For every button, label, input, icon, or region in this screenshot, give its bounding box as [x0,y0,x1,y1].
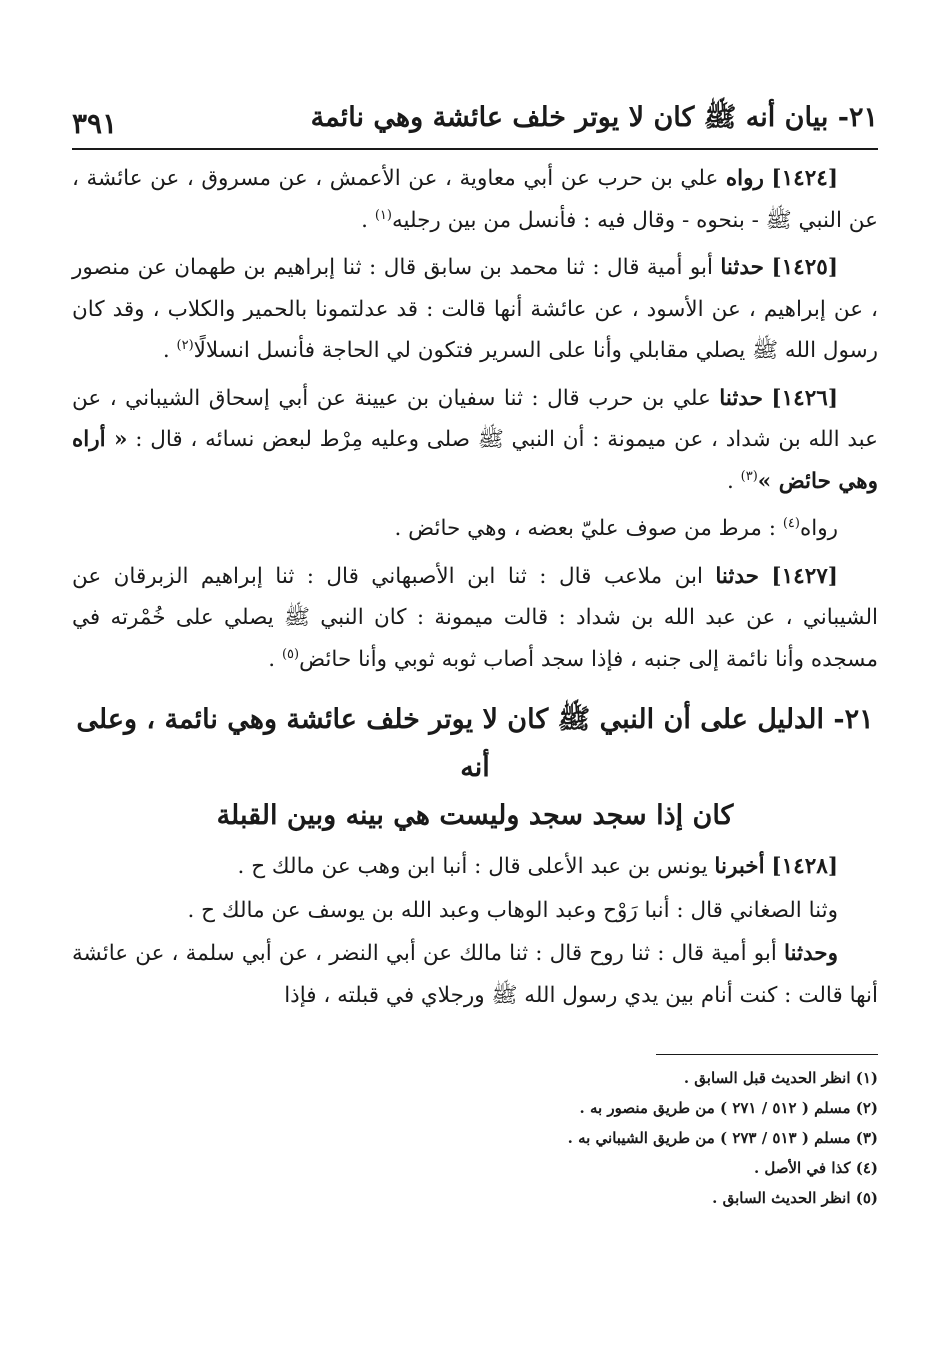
note-text: : مرط من صوف عليّ بعضه ، وهي حائض . [394,516,783,541]
footnote-2: (٢) مسلم ( ٥١٢ / ٢٧١ ) من طريق منصور به . [579,1099,878,1117]
footnote-5: (٥) انظر الحديث السابق . [712,1189,878,1207]
hadith-lead: حدثنا [720,255,764,280]
footnote-3: (٣) مسلم ( ٥١٣ / ٢٧٣ ) من طريق الشيباني به . [567,1129,878,1147]
hadith-number: [١٤٢٤] [771,166,838,191]
page-header [72,78,878,140]
hadith-end: . [361,207,375,233]
chapter-heading-line-2: كان إذا سجد سجد وليست هي بينه وبين القبلة [216,800,734,831]
hadith-number: [١٤٢٦] [771,385,838,411]
hadith-lead: رواه [725,166,764,191]
hadith-text: يونس بن عبد الأعلى قال : أنبا ابن وهب عن مالك ح . [237,854,708,879]
footnote-ref[interactable]: (٤) [782,515,800,531]
hadith-1424 [72,158,878,241]
running-title: ٢١- بيان أنه ﷺ كان لا يوتر خلف عائشة وهي نائمة [310,102,878,133]
header-rule [72,148,878,150]
hadith-1428-chain-3 [72,933,878,1016]
hadith-number: [١٤٢٥] [771,255,839,280]
hadith-text: علي بن حرب عن أبي معاوية ، عن الأعمش ، عن مسروق ، عن عائشة ، عن النبي ﷺ - بنحوه - وقال فيه : فأنسل من بين رجليه [72,166,878,233]
hadith-1428-chain-2: وثنا الصغاني قال : أنبا رَوْح وعبد الوهاب وعبد الله بن يوسف عن مالك ح . [187,897,838,923]
hadith-quote: « أراه وهي حائض » [72,427,878,494]
note-lead: رواه [799,516,838,541]
hadith-1426 [72,378,878,503]
page-number: ٣٩١ [72,107,118,140]
hadith-text: أبو أمية قال : ثنا روح قال : ثنا مالك عن أبي النضر ، عن أبي سلمة ، عن عائشة أنها قالت : كنت أنام بين يدي رسول الله ﷺ ورجلاي في قبلته ، فإذا [72,941,878,1008]
book-page [72,78,878,1213]
hadith-1426-note [72,508,878,550]
hadith-lead: حدثنا [715,563,759,589]
footnote-rule [656,1054,878,1055]
hadith-lead: وحدثنا [784,941,838,966]
hadith-1425 [72,247,878,372]
hadith-1428 [72,846,878,888]
footnote-ref[interactable]: (٢) [176,337,194,353]
hadith-number: [١٤٢٨] [771,854,838,879]
hadith-end: . [726,468,741,494]
hadith-text: أبو أمية قال : ثنا محمد بن سابق قال : ثنا إبراهيم بن طهمان عن منصور ، عن إبراهيم ، عن الأسود ، عن عائشة أنها قالت : قد عدلتمونا بالحمير والكلاب ، وقد كان رسول الله ﷺ يصلي مقابلي وأنا على السرير فتكون لي الحاجة فأنسل انسلالًا [72,255,878,363]
footnote-ref[interactable]: (٣) [740,468,758,484]
hadith-number: [١٤٢٧] [771,563,838,589]
footnote-ref[interactable]: (٥) [281,646,300,662]
footnote-ref[interactable]: (١) [374,207,392,223]
hadith-text: علي بن حرب قال : ثنا سفيان بن عيينة عن أبي إسحاق الشيباني ، عن عبد الله بن شداد ، عن ميمونة : أن النبي ﷺ صلى وعليه مِرْط لبعض نسائه ، قال : [72,385,878,452]
chapter-heading [72,696,878,840]
hadith-lead: حدثنا [719,385,763,411]
hadith-1427 [72,556,878,681]
hadith-end: . [162,338,177,363]
footnotes [72,1063,878,1213]
hadith-end: . [268,646,282,672]
hadith-lead: أخبرنا [714,854,765,879]
chapter-heading-line-1: ٢١- الدليل على أن النبي ﷺ كان لا يوتر خلف عائشة وهي نائمة ، وعلى أنه [76,704,874,783]
hadith-text: ابن ملاعب قال : ثنا ابن الأصبهاني قال : ثنا إبراهيم الزبرقان عن الشيباني ، عن عبد الله بن شداد : قالت ميمونة : كان النبي ﷺ يصلي على خُمْرته في مسجده وأنا نائمة إلى جنبه ، فإذا سجد أصاب ثوبه ثوبي وأنا حائض [72,563,878,672]
footnote-4: (٤) كذا في الأصل . [753,1159,878,1177]
footnote-1: (١) انظر الحديث قبل السابق . [683,1069,878,1087]
